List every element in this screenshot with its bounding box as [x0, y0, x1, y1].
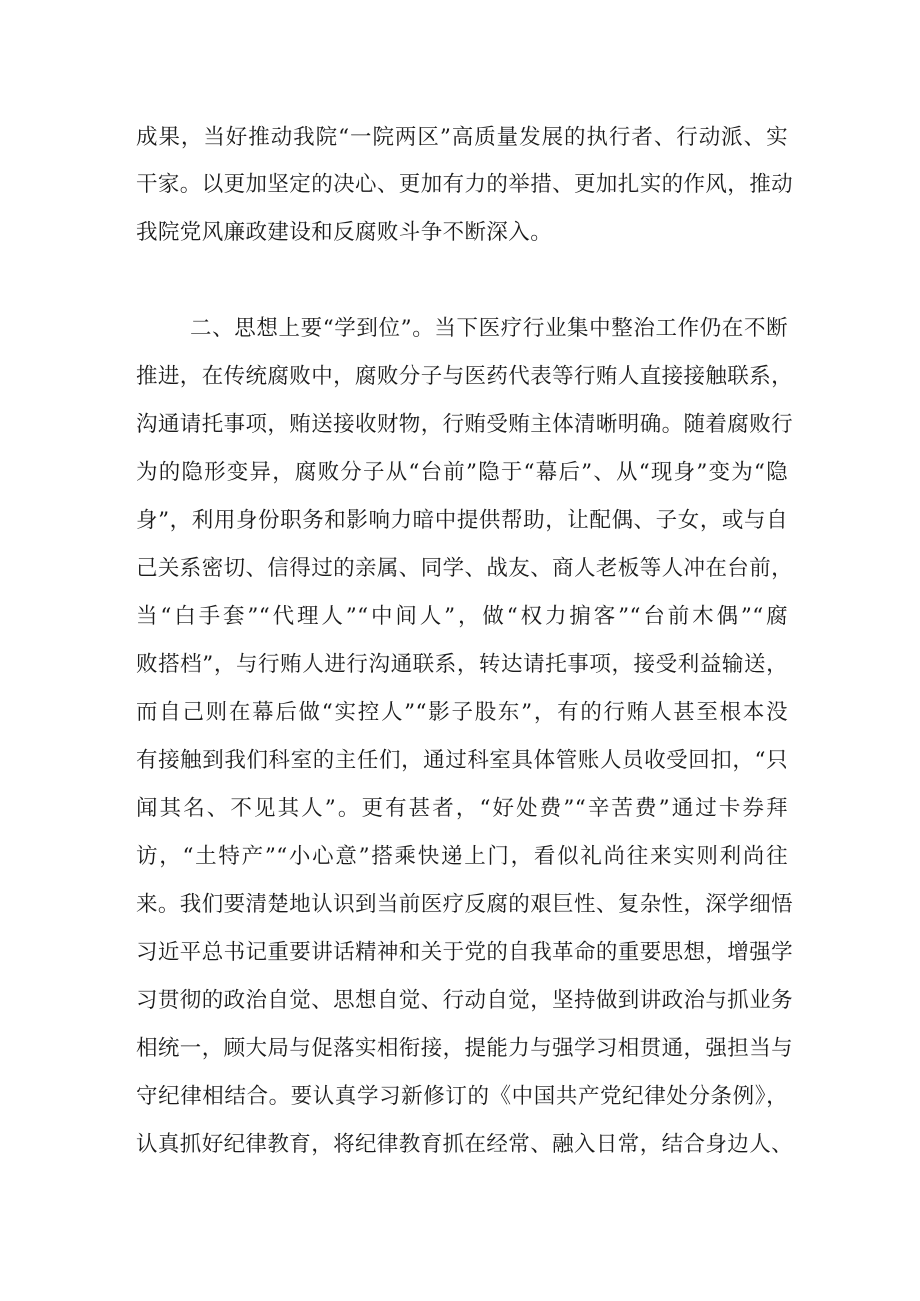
paragraph-2-line-6: 己关系密切、信得过的亲属、同学、战友、商人老板等人冲在台前，: [136, 556, 794, 581]
paragraph-2-line-5: 身”，利用身份职务和影响力暗中提供帮助，让配偶、子女，或与自: [136, 508, 788, 533]
paragraph-2-line-8: 败搭档”，与行贿人进行沟通联系，转达请托事项，接受利益输送，: [136, 652, 788, 677]
paragraph-2-line-14: 习近平总书记重要讲话精神和关于党的自我革命的重要思想，增强学: [136, 940, 794, 965]
paragraph-2-line-17: 守纪律相结合。要认真学习新修订的《中国共产党纪律处分条例》，: [136, 1084, 788, 1109]
paragraph-2-line-16: 相统一，顾大局与促落实相衔接，提能力与强学习相贯通，强担当与: [136, 1036, 794, 1061]
paragraph-1-line-2: 干家。以更加坚定的决心、更加有力的举措、更加扎实的作风，推动: [136, 172, 794, 197]
paragraph-2-line-3: 沟通请托事项，贿送接收财物，行贿受贿主体清晰明确。随着腐败行: [136, 412, 794, 437]
paragraph-2-line-4: 为的隐形变异，腐败分子从“台前”隐于“幕后”、从“现身”变为“隐: [136, 460, 788, 485]
paragraph-2-line-9: 而自己则在幕后做“实控人”“影子股东”，有的行贿人甚至根本没: [136, 700, 788, 725]
paragraph-1-line-1: 成果，当好推动我院“一院两区”高质量发展的执行者、行动派、实: [136, 125, 788, 150]
paragraph-2-line-10: 有接触到我们科室的主任们，通过科室具体管账人员收受回扣，“只: [136, 748, 788, 773]
paragraph-2-line-15: 习贯彻的政治自觉、思想自觉、行动自觉，坚持做到讲政治与抓业务: [136, 988, 794, 1013]
paragraph-2-line-11: 闻其名、不见其人”。更有甚者，“好处费”“辛苦费”通过卡券拜: [136, 796, 788, 821]
paragraph-2-line-1: 二、思想上要“学到位”。当下医疗行业集中整治工作仍在不断: [190, 316, 788, 341]
paragraph-2-line-13: 来。我们要清楚地认识到当前医疗反腐的艰巨性、复杂性，深学细悟: [136, 892, 794, 917]
paragraph-2-line-7: 当“白手套”“代理人”“中间人”，做“权力掮客”“台前木偶”“腐: [136, 604, 788, 629]
paragraph-2-line-2: 推进，在传统腐败中，腐败分子与医药代表等行贿人直接接触联系，: [136, 364, 794, 389]
paragraph-2-line-18: 认真抓好纪律教育，将纪律教育抓在经常、融入日常，结合身边人、: [136, 1132, 794, 1157]
paragraph-2-line-12: 访，“土特产”“小心意”搭乘快递上门，看似礼尚往来实则利尚往: [136, 844, 788, 869]
paragraph-1-line-3: 我院党风廉政建设和反腐败斗争不断深入。: [136, 220, 553, 245]
